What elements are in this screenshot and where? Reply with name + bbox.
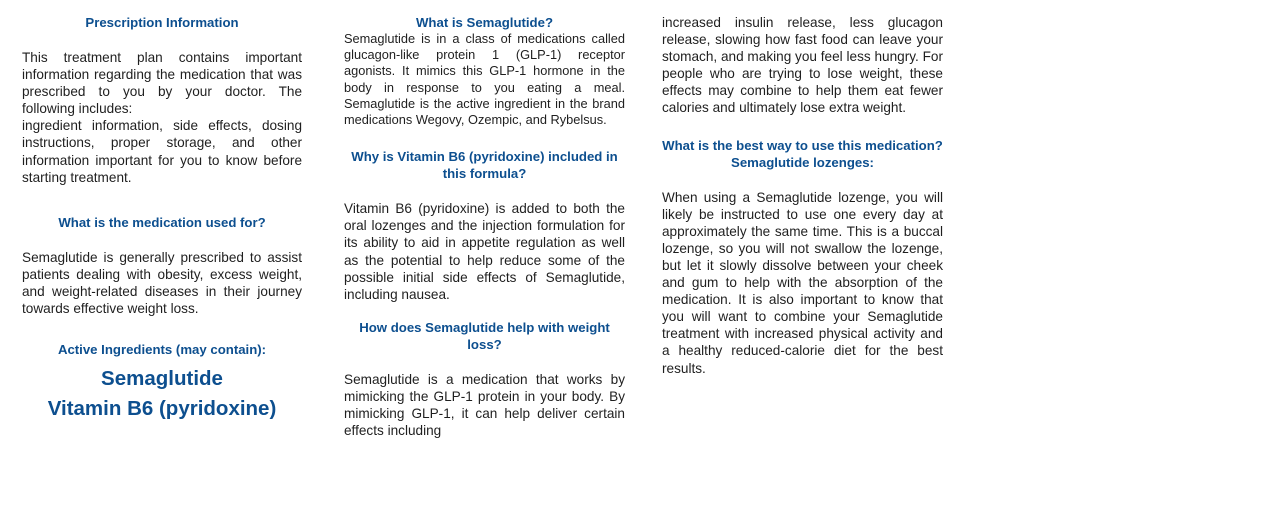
intro-paragraph: This treatment plan contains important information regarding the medication that was prescribed to you by your doctor. The following includes: (22, 50, 302, 117)
used-for-paragraph: Semaglutide is generally prescribed to assist patients dealing with obesity, excess weight, and weight-related diseases in their journey towards effective weight loss. (22, 249, 302, 317)
heading-prescription-information: Prescription Information (85, 15, 239, 30)
column-usage-info (662, 14, 943, 377)
ingredient-semaglutide: Semaglutide (101, 367, 223, 391)
continued-paragraph: increased insulin release, less glucagon release, slowing how fast food can leave your stomach, and making you feel less hungry. For people who are trying to lose weight, these effects may combine to help them eat fewer calories and ultimately lose extra weight. (662, 15, 943, 116)
column-semaglutide-info (344, 14, 625, 439)
heading-what-is-semaglutide: What is Semaglutide? (415, 15, 554, 30)
how-helps-paragraph: Semaglutide is a medication that works by mimicking the GLP-1 protein in your body. By mimicking GLP-1, it can help deliver certain effects including (344, 371, 625, 439)
intro-includes-paragraph: ingredient information, side effects, dosing instructions, proper storage, and other information important for you to know before starting treatment. (22, 118, 302, 185)
ingredient-vitamin-b6: Vitamin B6 (pyridoxine) (47, 397, 277, 421)
heading-medication-used-for: What is the medication used for? (58, 214, 266, 230)
lozenge-paragraph: When using a Semaglutide lozenge, you will likely be instructed to use one every day at approximately the same time. This is a buccal lozenge, so you will not swallow the lozenge, but let it slowly dissolve between your cheek and gum to help with the absorption of the medication. It is also important to know that you will want to combine your Semaglutide treatment with increased physical activity and a healthy reduced-calorie diet for the best results. (662, 189, 943, 376)
heading-best-way-to-use: What is the best way to use this medication? (662, 137, 943, 153)
heading-active-ingredients: Active Ingredients (may contain): (57, 342, 267, 358)
heading-how-helps-weight-loss: How does Semaglutide help with weight loss? (359, 319, 610, 352)
heading-semaglutide-lozenges: Semaglutide lozenges: (731, 154, 874, 170)
why-b6-paragraph: Vitamin B6 (pyridoxine) is added to both the oral lozenges and the injection formulation for its ability to aid in appetite regulation as well as the potential to help reduce some of the possible initial side effects of Semaglutide, including nausea. (344, 201, 625, 302)
heading-why-vitamin-b6: Why is Vitamin B6 (pyridoxine) included in this formula? (351, 149, 618, 182)
what-is-paragraph: Semaglutide is in a class of medications called glucagon-like protein 1 (GLP-1) receptor agonists. It mimics this GLP-1 hormone in the body in response to you eating a meal. Semaglutide is the active ingredient in the brand medications Wegovy, Ozempic, and Rybelsus. (344, 31, 625, 128)
column-prescription-info (22, 14, 302, 424)
